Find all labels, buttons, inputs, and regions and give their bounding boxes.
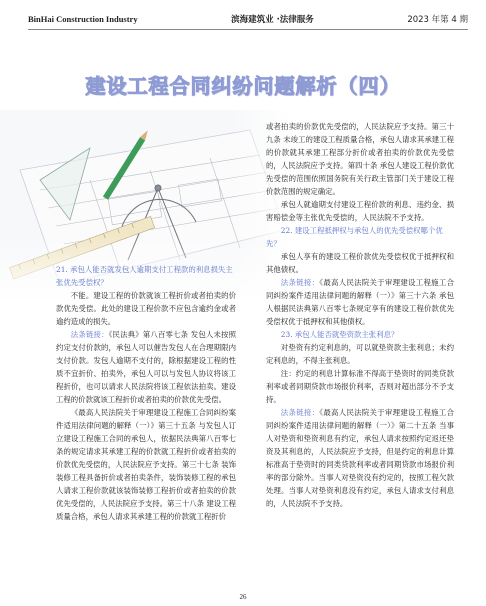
body-paragraph: 《最高人民法院关于审理建设工程施工合同纠纷案件适用法律问题的解释（一）》第三十五条 与发包人订立建设工程施工合同的承包人，依据民法典第八百零七条的规定请求其承建工程的价款就工程折价或者拍卖的价款优先受偿的，人民法院应予支持。第三十七条 装饰装修工程具备折价或者拍卖条件，装饰装修工程的承包人请求工程价款就该装饰装修工程折价或者拍卖的价款优先受偿的，人民法院应予支持。第三十八条 建设工程质量合格，承包人请求其承建工程的价款就工程折价 bbox=[56, 408, 236, 521]
legal-basis-text: 《最高人民法院关于审理建设工程施工合同纠纷案件适用法律问题的解释（一）》第三十六条 承包人根据民法典第八百零七条规定享有的建设工程价款优先受偿权优于抵押权和其他债权。 bbox=[266, 278, 454, 326]
legal-basis-paragraph bbox=[266, 406, 454, 510]
note-paragraph: 注：约定的利息计算标准不得高于垫资时的同类贷款利率或者同期贷款市场报价利率，否则对超出部分不予支持。 bbox=[266, 369, 454, 404]
issue-number: 2023 年第 4 期 bbox=[407, 14, 468, 25]
question-heading: 21. 承包人能否就发包人逾期支付工程款的利息损失主张优先受偿权？ bbox=[56, 265, 233, 287]
legal-basis-label: 法条链接： bbox=[70, 330, 109, 339]
answer-paragraph: 不能。建设工程的价款就该工程折价或者拍卖的价款优先受偿。此处的建设工程价款不应包含逾约金或者逾约造成的损失。 bbox=[56, 291, 236, 326]
page-number: 26 bbox=[239, 593, 247, 601]
body-paragraph: 或者拍卖的价款优先受偿的，人民法院应予支持。第三十九条 未竣工的建设工程质量合格，承包人请求其承建工程的价款就其承建工程部分折价或者拍卖的价款优先受偿的，人民法院应予支持。第四十条 承包人建设工程价款优先受偿的范围依照国务院有关行政主管部门关于建设工程价款范围的规定确定。 bbox=[266, 122, 454, 196]
legal-basis-paragraph bbox=[56, 328, 236, 406]
page-header bbox=[28, 8, 468, 30]
body-paragraph: 承包人就逾期支付建设工程价款的利息、违约金、损害赔偿金等主张优先受偿的，人民法院不予支持。 bbox=[266, 200, 454, 222]
answer-paragraph: 对垫资有约定利息的，可以就垫资款主张利息；未约定利息的，不得主张利息。 bbox=[266, 343, 454, 365]
publication-name-cn: 滨海建筑业 ·法律服务 bbox=[231, 14, 314, 25]
legal-basis-label: 法条链接： bbox=[280, 278, 320, 287]
article-title: 建设工程合同纠纷问题解析（四） bbox=[85, 74, 401, 98]
legal-basis-text: 《民法典》第八百零七条 发包人未按照约定支付价款的，承包人可以催告发包人在合理期限内支付价款。发包人逾期不支付的，除根据建设工程的性质不宜折价、拍卖外，承包人可以与发包人协议将该工程折价，也可以请求人民法院将该工程依法拍卖。建设工程的价款就该工程折价或者拍卖的价款优先受偿。 bbox=[56, 330, 236, 404]
left-column bbox=[56, 263, 236, 523]
legal-basis-label: 法条链接： bbox=[280, 408, 320, 417]
question-heading: 22. 建设工程抵押权与承包人的优先受偿权哪个优先？ bbox=[266, 226, 443, 248]
legal-basis-text: 《最高人民法院关于审理建设工程施工合同纠纷案件适用法律问题的解释（一）》第二十五条 当事人对垫资和垫资利息有约定，承包人请求按照约定返还垫资及其利息的，人民法院应予支持，但是约定的利息计算标准高于垫资时的同类贷款利率或者同期贷款市场报价利率的部分除外。当事人对垫资没有约定的，按照工程欠款处理。当事人对垫资利息没有约定，承包人请求支付利息的，人民法院不予支持。 bbox=[266, 408, 454, 508]
article-title-wrap bbox=[0, 70, 486, 99]
answer-paragraph: 承包人享有的建设工程价款优先受偿权优于抵押权和其他债权。 bbox=[266, 252, 454, 274]
publication-name-en: BinHai Construction Industry bbox=[28, 13, 138, 24]
right-column bbox=[266, 120, 454, 510]
question-heading: 23. 承包人能否就垫资款主张利息？ bbox=[280, 330, 399, 339]
legal-basis-paragraph bbox=[266, 276, 454, 328]
